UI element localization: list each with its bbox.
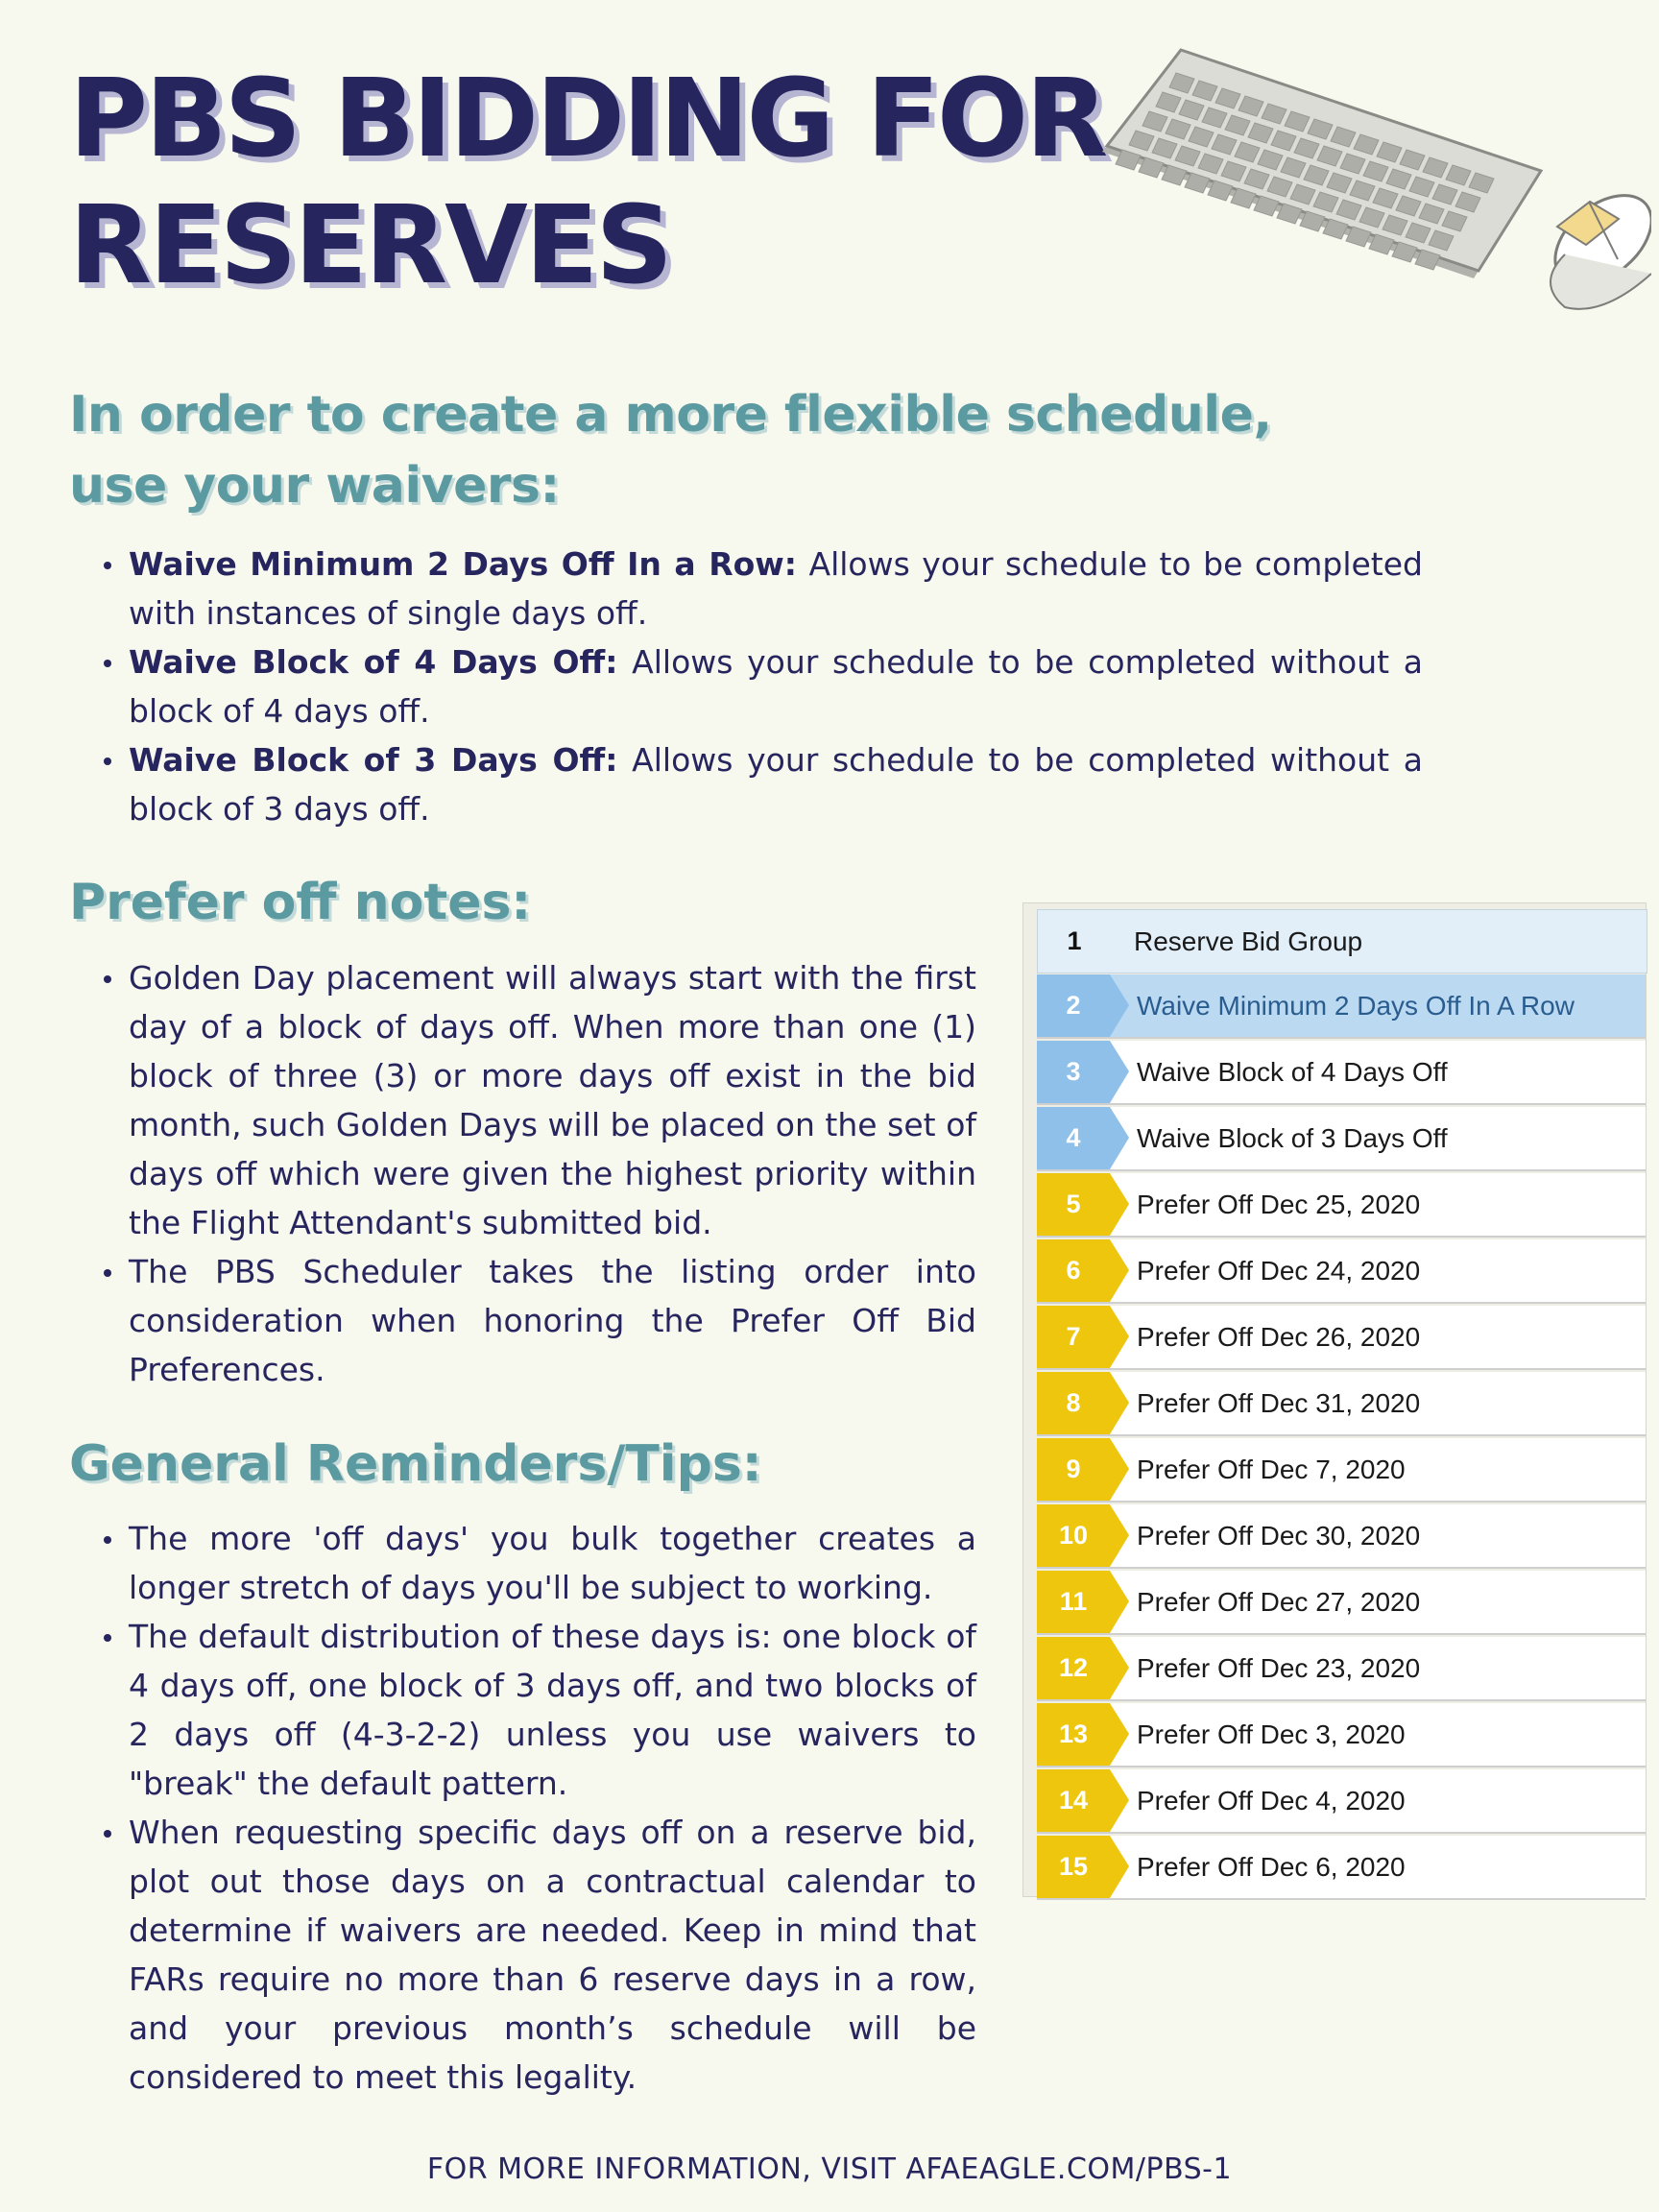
row-arrow-icon	[1110, 1769, 1129, 1832]
bid-list-row[interactable]	[1037, 1438, 1646, 1503]
bid-list-row[interactable]	[1037, 1041, 1646, 1105]
bid-row-number: 15	[1037, 1836, 1110, 1898]
page-title	[69, 56, 1105, 309]
bid-row-number: 1	[1067, 926, 1082, 955]
bid-row-label: Reserve Bid Group	[1134, 926, 1363, 956]
bid-list-row[interactable]	[1037, 1372, 1646, 1436]
bid-row-label: Prefer Off Dec 6, 2020	[1137, 1851, 1406, 1882]
row-arrow-icon	[1110, 1438, 1129, 1501]
waiver-text: Allows your schedule to be completed with instances of single days off.	[129, 545, 1423, 632]
list-item	[69, 735, 1423, 833]
row-arrow-icon	[1110, 1637, 1129, 1699]
general-tips-list	[69, 1514, 976, 2102]
keyboard-mouse-illustration	[1085, 48, 1651, 336]
bid-row-number: 13	[1037, 1703, 1110, 1766]
waiver-text: Allows your schedule to be completed without a block of 3 days off.	[129, 741, 1423, 828]
bid-row-label: Prefer Off Dec 24, 2020	[1137, 1255, 1421, 1286]
keyboard-icon	[1102, 50, 1541, 278]
list-item	[69, 637, 1423, 735]
bid-row-label: Prefer Off Dec 30, 2020	[1137, 1520, 1421, 1551]
bid-list-row[interactable]	[1037, 1836, 1646, 1900]
bid-row-number: 5	[1037, 1173, 1110, 1236]
intro-line-2: use your waivers:	[69, 457, 560, 515]
bid-row-number: 11	[1037, 1571, 1110, 1633]
bid-row-number: 9	[1037, 1438, 1110, 1501]
bid-list-panel	[1022, 902, 1647, 1897]
bid-row-label: Prefer Off Dec 31, 2020	[1137, 1387, 1421, 1418]
list-item	[69, 540, 1423, 637]
bid-list-row[interactable]	[1037, 1637, 1646, 1701]
bid-group-header[interactable]	[1037, 909, 1647, 974]
bid-row-number: 4	[1037, 1107, 1110, 1169]
bid-list-row[interactable]	[1037, 1504, 1646, 1569]
title-line-2: RESERVES	[69, 183, 671, 308]
bid-list-row[interactable]	[1037, 1306, 1646, 1370]
bid-list-row[interactable]	[1037, 1571, 1646, 1635]
bid-row-number: 8	[1037, 1372, 1110, 1434]
bid-row-label: Waive Minimum 2 Days Off In A Row	[1137, 990, 1575, 1021]
bid-list-row[interactable]	[1037, 1769, 1646, 1834]
waiver-text: Allows your schedule to be completed without a block of 4 days off.	[129, 643, 1423, 730]
bid-row-label: Prefer Off Dec 3, 2020	[1137, 1719, 1406, 1749]
bid-row-label: Prefer Off Dec 26, 2020	[1137, 1321, 1421, 1352]
bid-row-label: Waive Block of 3 Days Off	[1137, 1122, 1448, 1153]
bid-row-label: Prefer Off Dec 4, 2020	[1137, 1785, 1406, 1815]
row-arrow-icon	[1110, 974, 1129, 1037]
intro-line-1: In order to create a more flexible schedule,	[69, 386, 1272, 444]
mouse-icon	[1538, 178, 1651, 309]
prefer-off-heading: Prefer off notes:	[69, 874, 532, 931]
prefer-off-list	[69, 953, 976, 1394]
bid-row-number: 10	[1037, 1504, 1110, 1567]
list-item: The default distribution of these days is: one block of 4 days off, one block of 3 days off, and two blocks of 2 days off (4-3-2-2) unless you use waivers to "break" the default pattern.	[69, 1612, 976, 1808]
row-arrow-icon	[1110, 1504, 1129, 1567]
footer-info: FOR MORE INFORMATION, VISIT AFAEAGLE.COM/PBS-1	[426, 2152, 1233, 2186]
bid-list-row[interactable]	[1037, 1239, 1646, 1304]
bid-row-number: 7	[1037, 1306, 1110, 1368]
bid-row-number: 12	[1037, 1637, 1110, 1699]
bid-list-row[interactable]	[1037, 974, 1646, 1039]
row-arrow-icon	[1110, 1107, 1129, 1169]
row-arrow-icon	[1110, 1173, 1129, 1236]
bid-row-label: Waive Block of 4 Days Off	[1137, 1056, 1448, 1087]
bid-row-label: Prefer Off Dec 27, 2020	[1137, 1586, 1421, 1617]
waiver-label: Waive Minimum 2 Days Off In a Row:	[129, 545, 797, 583]
bid-list-row[interactable]	[1037, 1107, 1646, 1171]
row-arrow-icon	[1110, 1571, 1129, 1633]
list-item: Golden Day placement will always start with the first day of a block of days off. When more than one (1) block of three (3) or more days off exist in the bid month, such Golden Days will be placed on the set of days off which were given the highest priority within the Flight Attendant's submitted bid.	[69, 953, 976, 1247]
bid-list-row[interactable]	[1037, 1703, 1646, 1767]
title-line-1: PBS BIDDING FOR	[69, 57, 1106, 181]
bid-row-label: Prefer Off Dec 7, 2020	[1137, 1454, 1406, 1484]
waivers-list	[69, 540, 1423, 833]
bid-row-label: Prefer Off Dec 25, 2020	[1137, 1189, 1421, 1219]
list-item: The more 'off days' you bulk together creates a longer stretch of days you'll be subject to working.	[69, 1514, 976, 1612]
intro-heading	[69, 379, 1272, 521]
bid-row-number: 3	[1037, 1041, 1110, 1103]
list-item: When requesting specific days off on a reserve bid, plot out those days on a contractual calendar to determine if waivers are needed. Keep in mind that FARs require no more than 6 reserve days in a row, and your previous month’s schedule will be considered to meet this legality.	[69, 1808, 976, 2102]
general-reminders-heading: General Reminders/Tips:	[69, 1435, 762, 1493]
row-arrow-icon	[1110, 1836, 1129, 1898]
waiver-label: Waive Block of 4 Days Off:	[129, 643, 618, 681]
row-arrow-icon	[1110, 1372, 1129, 1434]
bid-list-row[interactable]	[1037, 1173, 1646, 1238]
row-arrow-icon	[1110, 1239, 1129, 1302]
bid-row-label: Prefer Off Dec 23, 2020	[1137, 1652, 1421, 1683]
list-item: The PBS Scheduler takes the listing order into consideration when honoring the Prefer Off Bid Preferences.	[69, 1247, 976, 1394]
row-arrow-icon	[1110, 1041, 1129, 1103]
row-arrow-icon	[1110, 1703, 1129, 1766]
waiver-label: Waive Block of 3 Days Off:	[129, 741, 618, 779]
bid-row-number: 2	[1037, 974, 1110, 1037]
bid-row-number: 6	[1037, 1239, 1110, 1302]
row-arrow-icon	[1110, 1306, 1129, 1368]
bid-row-number: 14	[1037, 1769, 1110, 1832]
